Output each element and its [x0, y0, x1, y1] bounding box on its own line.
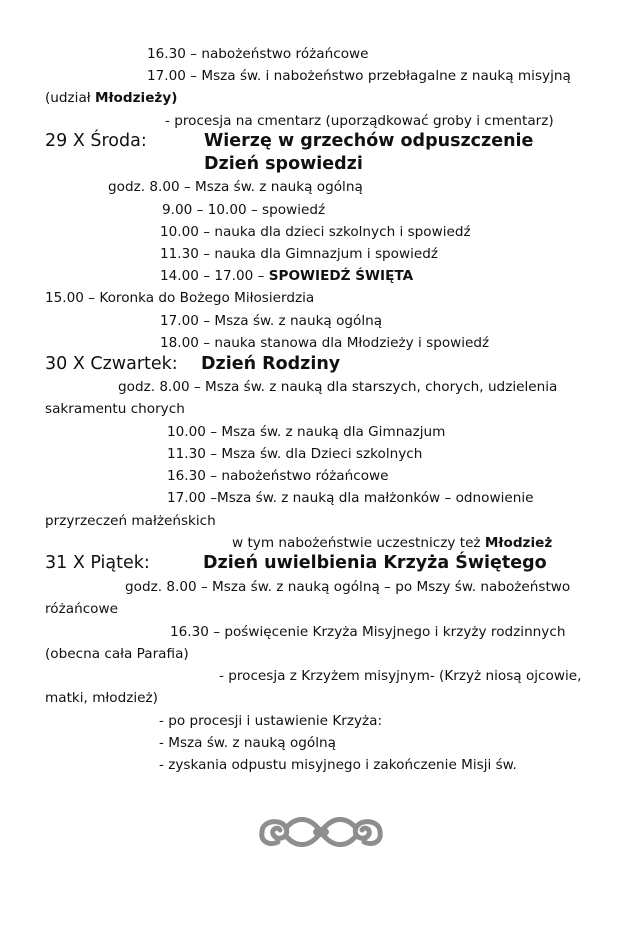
schedule-line: 11.30 – nauka dla Gimnazjum i spowiedź	[160, 246, 438, 262]
schedule-line: 11.30 – Msza św. dla Dzieci szkolnych	[167, 446, 423, 462]
bold-emphasis: Młodzieży)	[94, 90, 178, 106]
schedule-line: matki, młodzież)	[45, 690, 158, 706]
schedule-line: 16.30 – nabożeństwo różańcowe	[167, 468, 389, 484]
schedule-line: przyrzeczeń małżeńskich	[45, 513, 216, 529]
schedule-line: - zyskania odpustu misyjnego i zakończenie Misji św.	[159, 757, 517, 773]
schedule-line: 17.00 – Msza św. z nauką ogólną	[160, 313, 383, 329]
schedule-line: 17.00 –Msza św. z nauką dla małżonków – odnowienie	[167, 490, 534, 506]
schedule-line	[160, 267, 413, 285]
schedule-line-text: w tym nabożeństwie uczestniczy też	[232, 535, 485, 551]
schedule-line: 16.30 – nabożeństwo różańcowe	[147, 46, 369, 62]
day-29-title: Wierzę w grzechów odpuszczenie	[204, 131, 534, 151]
schedule-line: godz. 8.00 – Msza św. z nauką ogólną	[108, 179, 363, 195]
schedule-line: - procesja z Krzyżem misyjnym- (Krzyż niosą ojcowie,	[219, 668, 582, 684]
schedule-line: 16.30 – poświęcenie Krzyża Misyjnego i krzyży rodzinnych	[170, 624, 566, 640]
schedule-line: - po procesji i ustawienie Krzyża:	[159, 713, 383, 729]
schedule-line: - procesja na cmentarz (uporządkować groby i cmentarz)	[165, 113, 554, 129]
schedule-line	[232, 534, 552, 552]
schedule-line-text: (udział	[45, 90, 95, 106]
schedule-line: 17.00 – Msza św. i nabożeństwo przebłagalne z nauką misyjną	[147, 68, 571, 84]
schedule-line: 15.00 – Koronka do Bożego Miłosierdzia	[45, 290, 315, 306]
bold-emphasis: SPOWIEDŹ ŚWIĘTA	[268, 268, 414, 284]
schedule-line: godz. 8.00 – Msza św. z nauką ogólną – po Mszy św. nabożeństwo	[125, 579, 571, 595]
day-31-title: Dzień uwielbienia Krzyża Świętego	[203, 553, 547, 573]
schedule-line: 10.00 – nauka dla dzieci szkolnych i spowiedź	[160, 224, 471, 240]
schedule-line: 10.00 – Msza św. z nauką dla Gimnazjum	[167, 424, 446, 440]
schedule-line: - Msza św. z nauką ogólną	[159, 735, 336, 751]
day-29-subtitle: Dzień spowiedzi	[204, 154, 363, 174]
schedule-line: 18.00 – nauka stanowa dla Młodzieży i spowiedź	[160, 335, 490, 351]
schedule-line	[45, 89, 177, 107]
day-30-title: Dzień Rodziny	[201, 354, 341, 374]
schedule-line: 9.00 – 10.00 – spowiedź	[162, 202, 326, 218]
day-30-label: 30 X Czwartek:	[45, 354, 178, 374]
schedule-line: godz. 8.00 – Msza św. z nauką dla starszych, chorych, udzielenia	[118, 379, 558, 395]
decorative-scroll-ornament-icon	[256, 812, 386, 852]
day-29-label: 29 X Środa:	[45, 131, 147, 151]
bold-emphasis: Młodzież	[484, 535, 553, 551]
schedule-line: (obecna cała Parafia)	[45, 646, 189, 662]
schedule-line: różańcowe	[45, 601, 118, 617]
day-31-label: 31 X Piątek:	[45, 553, 150, 573]
schedule-line: sakramentu chorych	[45, 401, 185, 417]
schedule-line-text: 14.00 – 17.00 –	[160, 268, 269, 284]
